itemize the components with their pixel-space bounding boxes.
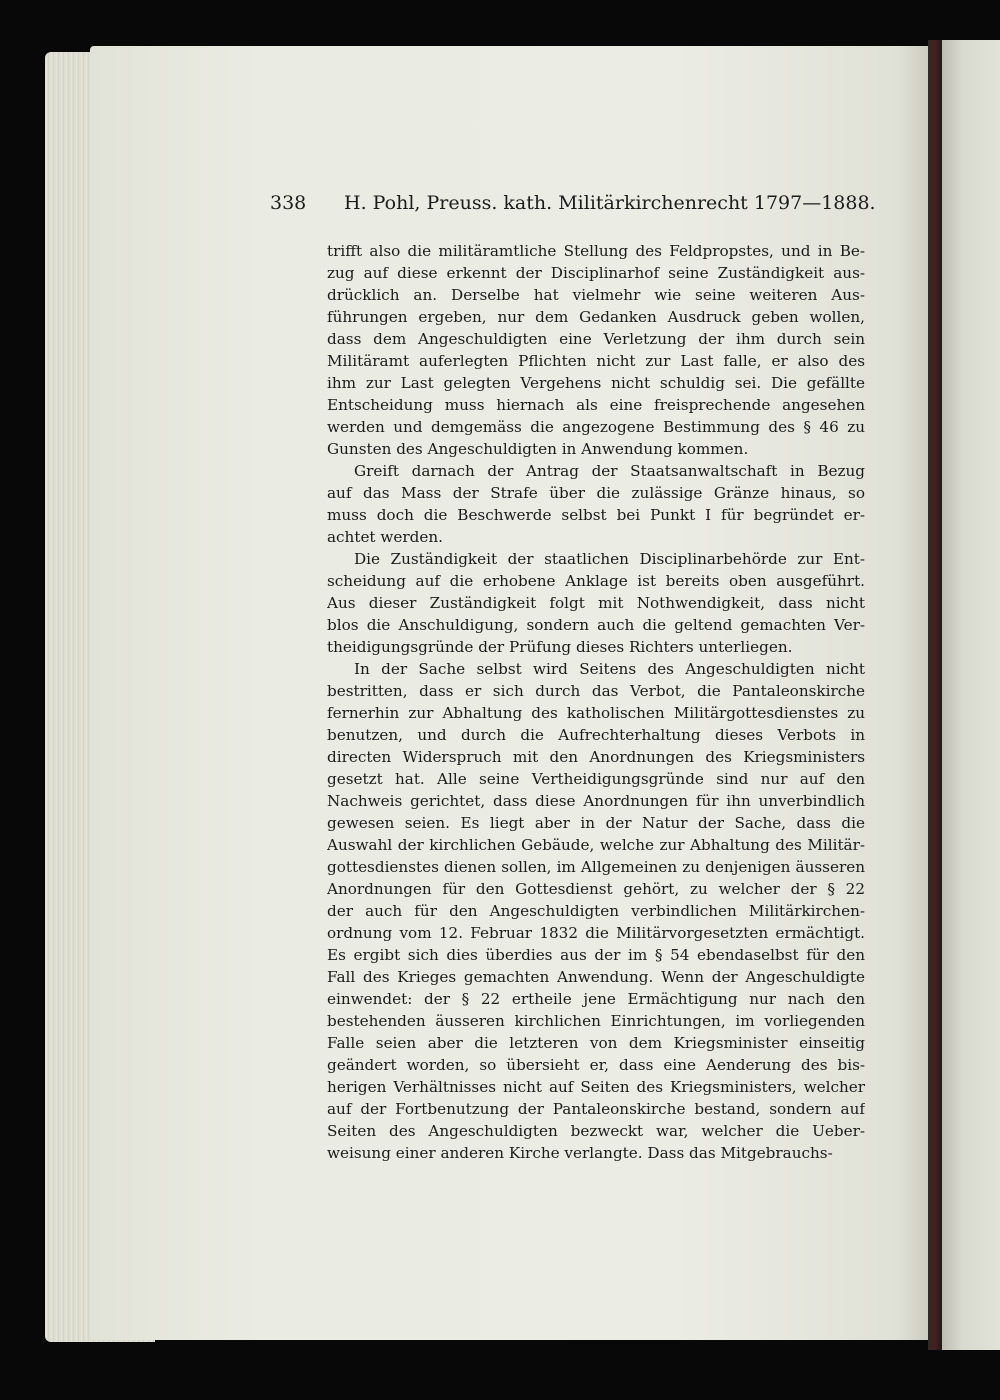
text-line: benutzen, und durch die Aufrechterhaltung dieses Verbots in: [327, 726, 865, 744]
text-line: Die Zuständigkeit der staatlichen Disciplinarbehörde zur Ent-: [354, 550, 865, 568]
text-line: Gunsten des Angeschuldigten in Anwendung kommen.: [327, 440, 749, 458]
text-line: In der Sache selbst wird Seitens des Angeschuldigten nicht: [354, 660, 865, 678]
page-header: [268, 192, 876, 224]
book-gutter: [928, 40, 942, 1350]
paragraph: [327, 658, 865, 1164]
text-line: Militäramt auferlegten Pflichten nicht zur Last falle, er also des: [327, 352, 865, 370]
text-line: Anordnungen für den Gottesdienst gehört, zu welcher der § 22: [327, 880, 865, 898]
text-line: ihm zur Last gelegten Vergehens nicht schuldig sei. Die gefällte: [327, 374, 865, 392]
text-line: scheidung auf die erhobene Anklage ist bereits oben ausgeführt.: [327, 572, 865, 590]
text-line: dass dem Angeschuldigten eine Verletzung der ihm durch sein: [327, 330, 865, 348]
paragraph: [327, 240, 865, 460]
text-line: auf der Fortbenutzung der Pantaleonskirche bestand, sondern auf: [327, 1100, 865, 1118]
text-line: fernerhin zur Abhaltung des katholischen Militärgottesdienstes zu: [327, 704, 865, 722]
text-line: herigen Verhältnisses nicht auf Seiten des Kriegsministers, welcher: [327, 1078, 865, 1096]
text-line: einwendet: der § 22 ertheile jene Ermächtigung nur nach den: [327, 990, 865, 1008]
text-line: geändert worden, so übersieht er, dass eine Aenderung des bis-: [327, 1056, 865, 1074]
text-line: gewesen seien. Es liegt aber in der Natur der Sache, dass die: [327, 814, 865, 832]
text-line: Seiten des Angeschuldigten bezweckt war, welcher die Ueber-: [327, 1122, 865, 1140]
text-line: trifft also die militäramtliche Stellung des Feldpropstes, und in Be-: [327, 242, 865, 260]
running-title: H. Pohl, Preuss. kath. Militärkirchenrecht 1797—1888.: [344, 192, 876, 214]
text-line: der auch für den Angeschuldigten verbindlichen Militärkirchen-: [327, 902, 865, 920]
text-line: ordnung vom 12. Februar 1832 die Militärvorgesetzten ermächtigt.: [327, 924, 865, 942]
facing-page-edge: [942, 40, 1000, 1350]
text-line: bestritten, dass er sich durch das Verbot, die Pantaleonskirche: [327, 682, 865, 700]
text-line: weisung einer anderen Kirche verlangte. Dass das Mitgebrauchs-: [327, 1144, 833, 1162]
text-line: Es ergibt sich dies überdies aus der im § 54 ebendaselbst für den: [327, 946, 865, 964]
text-line: muss doch die Beschwerde selbst bei Punkt I für begründet er-: [327, 506, 865, 524]
text-line: werden und demgemäss die angezogene Bestimmung des § 46 zu: [327, 418, 865, 436]
paragraph: [327, 548, 865, 658]
text-line: Auswahl der kirchlichen Gebäude, welche zur Abhaltung des Militär-: [327, 836, 865, 854]
text-line: Falle seien aber die letzteren von dem Kriegsminister einseitig: [327, 1034, 865, 1052]
text-line: gesetzt hat. Alle seine Vertheidigungsgründe sind nur auf den: [327, 770, 865, 788]
text-line: führungen ergeben, nur dem Gedanken Ausdruck geben wollen,: [327, 308, 865, 326]
text-line: Aus dieser Zuständigkeit folgt mit Nothwendigkeit, dass nicht: [327, 594, 865, 612]
text-line: blos die Anschuldigung, sondern auch die geltend gemachten Ver-: [327, 616, 865, 634]
paragraph: [327, 460, 865, 548]
text-line: Fall des Krieges gemachten Anwendung. Wenn der Angeschuldigte: [327, 968, 865, 986]
page-number: 338: [270, 192, 307, 214]
body-text: [327, 240, 865, 1164]
text-line: directen Widerspruch mit den Anordnungen des Kriegsministers: [327, 748, 865, 766]
text-line: zug auf diese erkennt der Disciplinarhof seine Zuständigkeit aus-: [327, 264, 865, 282]
text-line: Greift darnach der Antrag der Staatsanwaltschaft in Bezug: [354, 462, 865, 480]
text-line: theidigungsgründe der Prüfung dieses Richters unterliegen.: [327, 638, 793, 656]
text-line: achtet werden.: [327, 528, 443, 546]
text-line: drücklich an. Derselbe hat vielmehr wie seine weiteren Aus-: [327, 286, 865, 304]
text-line: bestehenden äusseren kirchlichen Einrichtungen, im vorliegenden: [327, 1012, 865, 1030]
text-line: gottesdienstes dienen sollen, im Allgemeinen zu denjenigen äusseren: [327, 858, 865, 876]
text-line: auf das Mass der Strafe über die zulässige Gränze hinaus, so: [327, 484, 865, 502]
text-line: Entscheidung muss hiernach als eine freisprechende angesehen: [327, 396, 865, 414]
text-line: Nachweis gerichtet, dass diese Anordnungen für ihn unverbindlich: [327, 792, 865, 810]
